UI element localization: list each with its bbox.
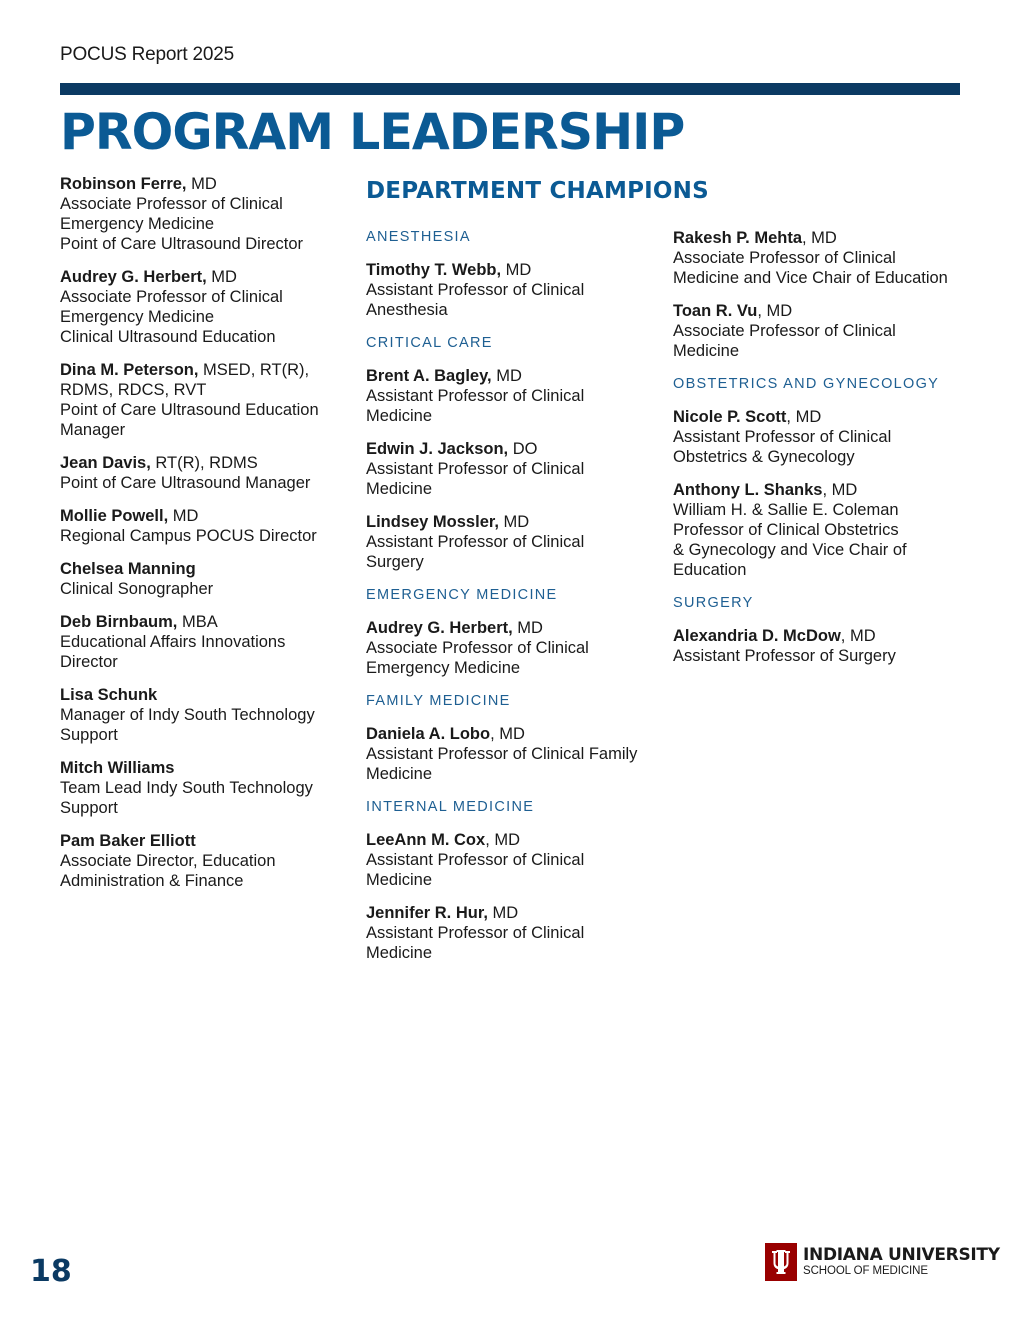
person-credentials: MSED, RT(R), [198, 361, 310, 379]
person-entry [60, 758, 350, 818]
person-title-line: Educational Affairs Innovations [60, 633, 286, 651]
page-title: PROGRAM LEADERSHIP [60, 103, 685, 161]
person-entry [366, 512, 656, 572]
person-header [60, 506, 350, 526]
person-credentials: , MD [840, 627, 876, 645]
person-title-line: Manager of Indy South Technology [60, 706, 315, 724]
person-entry [673, 480, 963, 580]
person-name: Deb Birnbaum, [60, 613, 178, 631]
iu-logo [765, 1243, 1000, 1281]
person-header [673, 228, 963, 248]
person-name: Jennifer R. Hur, [366, 904, 488, 922]
person-credentials: MD [498, 513, 530, 531]
person-credentials: MD [206, 268, 237, 286]
person-credentials: , MD [485, 831, 521, 849]
person-title-line: Surgery [366, 553, 424, 571]
person-name: Audrey G. Herbert, [60, 268, 207, 286]
person-title-line: RDMS, RDCS, RVT [60, 381, 207, 399]
person-entry [673, 626, 963, 666]
person-title-line: Regional Campus POCUS Director [60, 527, 317, 545]
person-header [366, 830, 656, 850]
person-credentials: MBA [177, 613, 218, 631]
person-title-line: Assistant Professor of Surgery [673, 647, 896, 665]
person-entry [366, 439, 656, 499]
person-title-line: Manager [60, 421, 126, 439]
person-title-line: Obstetrics & Gynecology [673, 448, 855, 466]
person-credentials: DO [508, 440, 538, 458]
person-title-line: Medicine and Vice Chair of Education [673, 269, 948, 287]
person-header [673, 301, 963, 321]
person-header [60, 559, 350, 579]
person-entry [60, 685, 350, 745]
person-entry [60, 267, 350, 347]
person-entry [60, 559, 350, 599]
champions-column-middle [366, 228, 656, 977]
department-group [673, 594, 963, 666]
person-entry [366, 903, 656, 963]
department-group [366, 334, 656, 572]
person-name: Audrey G. Herbert, [366, 619, 513, 637]
person-credentials: MD [487, 904, 519, 922]
person-title-line: Emergency Medicine [60, 308, 215, 326]
department-group [366, 692, 656, 784]
person-title-line: Professor of Clinical Obstetrics [673, 521, 899, 539]
person-name: Lindsey Mossler, [366, 513, 499, 531]
person-entry [673, 301, 963, 361]
person-name: Mollie Powell, [60, 507, 169, 525]
person-name: Pam Baker Elliott [60, 832, 196, 850]
person-entry [60, 612, 350, 672]
person-header [60, 360, 350, 380]
department-label: FAMILY MEDICINE [366, 693, 511, 709]
person-title-line: William H. & Sallie E. Coleman [673, 501, 899, 519]
champions-column-right [673, 228, 963, 680]
person-name: Mitch Williams [60, 759, 175, 777]
person-title-line: Medicine [366, 871, 433, 889]
person-name: LeeAnn M. Cox [366, 831, 486, 849]
person-title-line: Point of Care Ultrasound Manager [60, 474, 311, 492]
person-title-line: Medicine [366, 944, 433, 962]
person-entry [60, 506, 350, 546]
person-title-line: & Gynecology and Vice Chair of [673, 541, 907, 559]
page-number: 18 [30, 1254, 72, 1289]
logo-university: INDIANA UNIVERSITY [803, 1244, 1000, 1265]
department-group [366, 586, 656, 678]
person-name: Anthony L. Shanks [673, 481, 823, 499]
person-title-line: Assistant Professor of Clinical [366, 281, 585, 299]
person-entry [60, 174, 350, 254]
person-credentials: MD [168, 507, 199, 525]
person-header [673, 626, 963, 646]
person-entry [673, 228, 963, 288]
person-title-line: Clinical Ultrasound Education [60, 328, 276, 346]
person-name: Rakesh P. Mehta [673, 229, 803, 247]
person-title-line: Assistant Professor of Clinical [366, 533, 585, 551]
person-title-line: Medicine [366, 480, 433, 498]
person-entry [366, 260, 656, 320]
person-title-line: Emergency Medicine [60, 215, 215, 233]
person-header [60, 758, 350, 778]
person-header [366, 439, 656, 459]
running-head: POCUS Report 2025 [60, 44, 235, 65]
person-credentials: , MD [822, 481, 858, 499]
person-name: Brent A. Bagley, [366, 367, 492, 385]
person-title-line: Team Lead Indy South Technology [60, 779, 313, 797]
logo-school: SCHOOL OF MEDICINE [803, 1264, 928, 1277]
person-title-line: Assistant Professor of Clinical [366, 387, 585, 405]
person-credentials: MD [501, 261, 532, 279]
department-label: INTERNAL MEDICINE [366, 799, 535, 815]
person-credentials: , MD [757, 302, 793, 320]
person-entry [366, 724, 656, 784]
person-title-line: Medicine [366, 765, 433, 783]
person-credentials: , MD [786, 408, 822, 426]
person-title-line: Assistant Professor of Clinical [366, 460, 585, 478]
champions-title: DEPARTMENT CHAMPIONS [366, 178, 709, 204]
person-title-line: Associate Director, Education [60, 852, 276, 870]
person-entry [366, 830, 656, 890]
person-name: Chelsea Manning [60, 560, 196, 578]
person-entry [366, 618, 656, 678]
person-entry [60, 453, 350, 493]
person-title-line: Support [60, 726, 118, 744]
person-credentials: , MD [802, 229, 837, 247]
person-title-line: Assistant Professor of Clinical [673, 428, 892, 446]
person-name: Timothy T. Webb, [366, 261, 502, 279]
person-credentials: , MD [490, 725, 525, 743]
person-name: Daniela A. Lobo [366, 725, 491, 743]
person-title-line: Associate Professor of Clinical [60, 195, 283, 213]
department-label: OBSTETRICS AND GYNECOLOGY [673, 376, 940, 392]
person-header [366, 260, 656, 280]
person-title-line: Associate Professor of Clinical [673, 249, 896, 267]
person-title-line: Clinical Sonographer [60, 580, 214, 598]
person-entry [673, 407, 963, 467]
department-group [673, 228, 963, 361]
person-header [60, 267, 350, 287]
person-title-line: Assistant Professor of Clinical Family [366, 745, 638, 763]
person-title-line: Medicine [673, 342, 740, 360]
person-header [60, 453, 350, 473]
person-header [60, 612, 350, 632]
person-header [60, 174, 350, 194]
trident-icon [765, 1243, 797, 1281]
person-title-line: Associate Professor of Clinical [673, 322, 896, 340]
department-label: CRITICAL CARE [366, 335, 493, 351]
person-title-line: Director [60, 653, 118, 671]
person-title-line: Anesthesia [366, 301, 448, 319]
person-name: Toan R. Vu [673, 302, 758, 320]
department-group [366, 228, 656, 320]
person-header [673, 407, 963, 427]
person-header [366, 512, 656, 532]
person-name: Alexandria D. McDow [673, 627, 841, 645]
department-label: SURGERY [673, 595, 754, 611]
person-credentials: RT(R), RDMS [150, 454, 258, 472]
person-title-line: Medicine [366, 407, 433, 425]
person-header [366, 724, 656, 744]
department-label: EMERGENCY MEDICINE [366, 587, 558, 603]
person-header [673, 480, 963, 500]
person-name: Lisa Schunk [60, 686, 158, 704]
person-header [366, 366, 656, 386]
department-label: ANESTHESIA [366, 229, 471, 245]
person-title-line: Emergency Medicine [366, 659, 521, 677]
person-header [366, 903, 656, 923]
department-group [366, 798, 656, 963]
person-entry [60, 360, 350, 440]
header-rule [60, 83, 960, 95]
person-name: Nicole P. Scott [673, 408, 787, 426]
person-entry [60, 831, 350, 891]
person-title-line: Support [60, 799, 118, 817]
person-entry [366, 366, 656, 426]
person-title-line: Point of Care Ultrasound Director [60, 235, 304, 253]
person-title-line: Education [673, 561, 747, 579]
person-title-line: Associate Professor of Clinical [60, 288, 283, 306]
person-title-line: Administration & Finance [60, 872, 244, 890]
person-header [366, 618, 656, 638]
person-title-line: Associate Professor of Clinical [366, 639, 589, 657]
department-group [673, 375, 963, 580]
person-credentials: MD [512, 619, 543, 637]
person-credentials: MD [491, 367, 522, 385]
person-name: Edwin J. Jackson, [366, 440, 509, 458]
leadership-column [60, 174, 350, 904]
person-header [60, 685, 350, 705]
person-title-line: Assistant Professor of Clinical [366, 851, 585, 869]
person-header [60, 831, 350, 851]
person-name: Dina M. Peterson, [60, 361, 199, 379]
person-credentials: MD [186, 175, 217, 193]
person-name: Jean Davis, [60, 454, 151, 472]
person-title-line: Point of Care Ultrasound Education [60, 401, 319, 419]
person-title-line: Assistant Professor of Clinical [366, 924, 585, 942]
person-name: Robinson Ferre, [60, 175, 187, 193]
